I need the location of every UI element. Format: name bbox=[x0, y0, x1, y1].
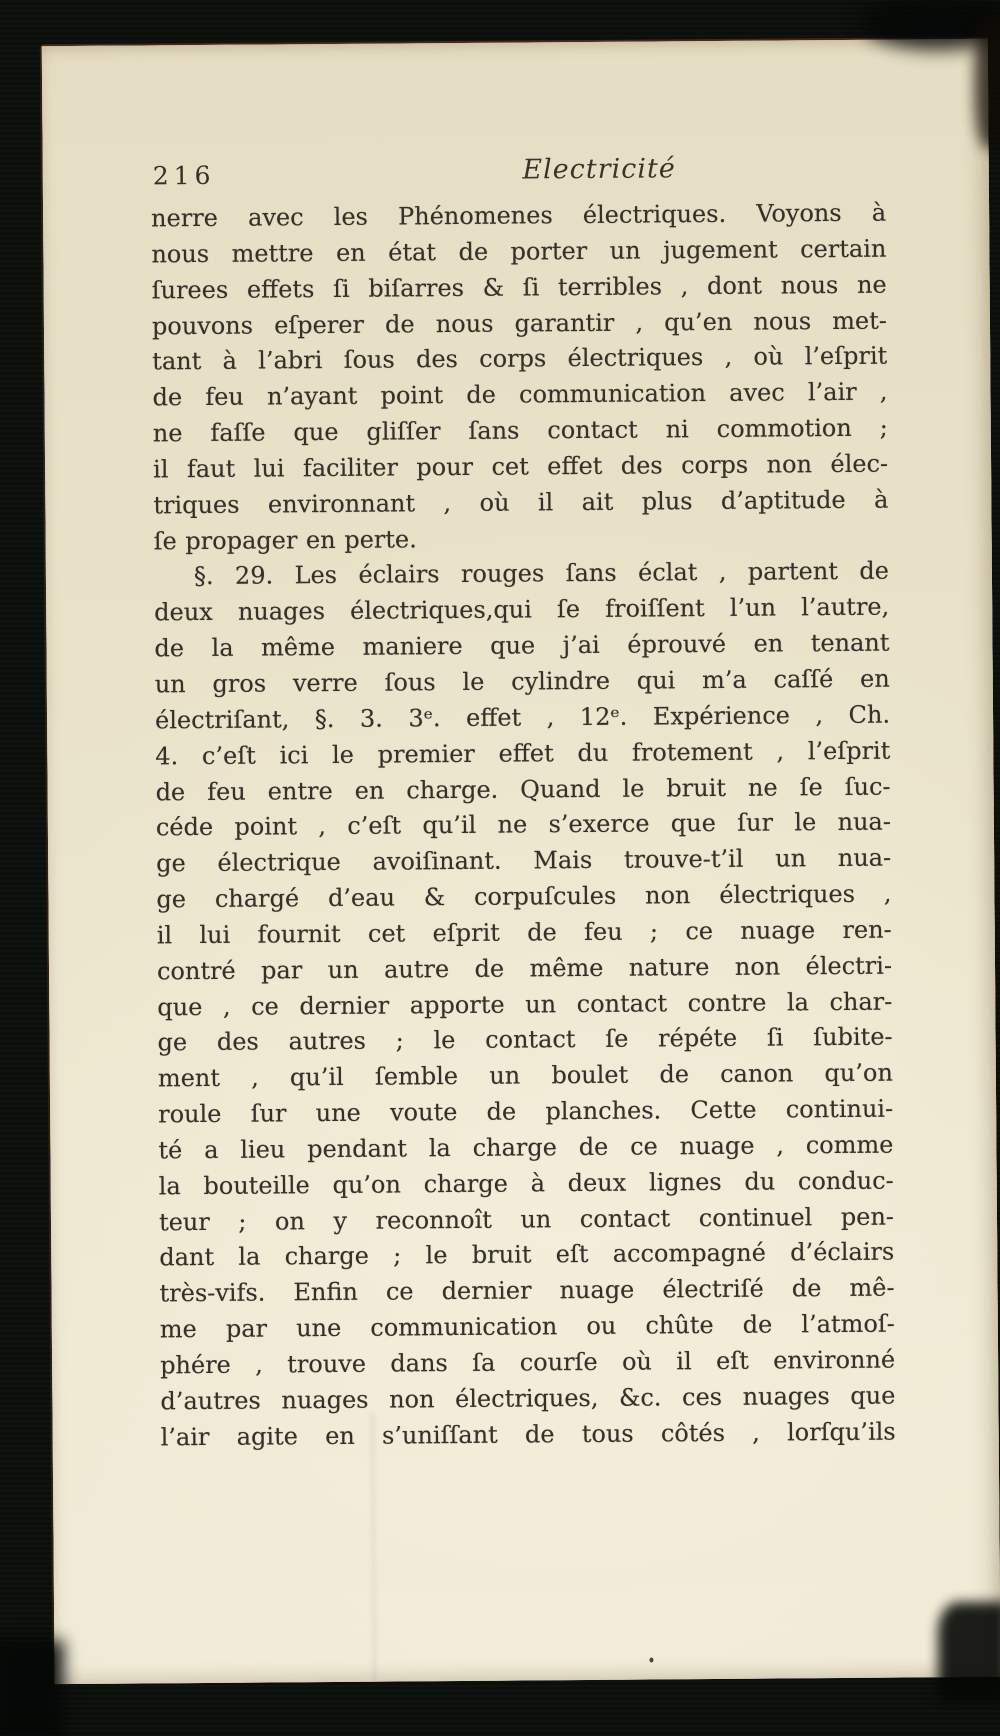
text-line: ſurees effets ſi biſarres & ſi terribles , dont nous ne bbox=[151, 270, 887, 305]
text-line: contré par un autre de même nature non électri- bbox=[156, 951, 893, 986]
page-header bbox=[151, 152, 886, 196]
text-line: il lui fournit cet eſprit de feu ; ce nuage ren- bbox=[156, 915, 892, 950]
text-line: électriſant, §. 3. 3ᵉ. effet , 12ᵉ. Expérience , Ch. bbox=[154, 700, 891, 735]
scan-smudge-right-edge bbox=[975, 18, 1000, 148]
text-line: la bouteille qu’on charge à deux lignes du conduc- bbox=[158, 1166, 894, 1201]
scan-smudge-bottom-left bbox=[0, 1640, 64, 1736]
text-line: ge électrique avoiſinant. Mais trouve-t’il un nua- bbox=[156, 843, 892, 878]
text-line: tant à l’abri ſous des corps électriques , où l’eſprit bbox=[152, 341, 888, 376]
text-line: l’air agite en s’uniſſant de tous côtés , lorſqu’ils bbox=[160, 1417, 896, 1452]
text-line: dant la charge ; le bruit eſt accompagné d’éclairs bbox=[159, 1238, 895, 1272]
running-title: Electricité bbox=[522, 153, 676, 186]
text-line: céde point , c’eſt qu’il ne s’exerce que ſur le nua- bbox=[155, 807, 891, 842]
text-line: 4. c’eſt ici le premier effet du frotement , l’eſprit bbox=[155, 736, 891, 771]
page-number: 216 bbox=[152, 160, 216, 191]
text-line: ne faſſe que gliſſer ſans contact ni commotion ; bbox=[152, 413, 888, 448]
text-line: de la même maniere que j’ai éprouvé en tenant bbox=[154, 628, 890, 663]
body-text bbox=[151, 196, 896, 1456]
text-line: ment , qu’il ſemble un boulet de canon qu’on bbox=[157, 1058, 893, 1093]
text-line: ſe propager en perte. bbox=[153, 524, 417, 555]
text-line: nerre avec les Phénomenes électriques. Voyons à bbox=[151, 198, 887, 233]
text-line: de feu n’ayant point de communication avec l’air , bbox=[152, 377, 888, 412]
ink-speck bbox=[649, 1657, 653, 1662]
text-line: de feu entre en charge. Quand le bruit ne ſe ſuc- bbox=[155, 772, 891, 806]
text-line: §. 29. Les éclairs rouges ſans éclat , partent de bbox=[193, 557, 890, 591]
scan-smudge-bottom-right bbox=[938, 1602, 1000, 1702]
text-line: teur ; on y reconnoît un contact continuel pen- bbox=[158, 1202, 895, 1236]
text-line: phére , trouve dans ſa courſe où il eſt environné bbox=[160, 1345, 896, 1380]
text-line: que , ce dernier apporte un contact contre la char- bbox=[157, 987, 893, 1021]
text-line: té a lieu pendant la charge de ce nuage , comme bbox=[158, 1130, 894, 1165]
text-line: un gros verre ſous le cylindre qui m’a caſſé en bbox=[154, 664, 890, 699]
text-line: roule ſur une voute de planches. Cette continui- bbox=[158, 1094, 894, 1129]
text-line: très-vifs. Enfin ce dernier nuage électriſé de mê- bbox=[159, 1273, 895, 1308]
book-page bbox=[42, 39, 1000, 1684]
text-line: me par une communication ou chûte de l’atmoſ- bbox=[159, 1309, 895, 1344]
text-line: nous mettre en état de porter un jugement certain bbox=[151, 234, 887, 269]
text-line: d’autres nuages non électriques, &c. ces nuages que bbox=[160, 1381, 896, 1416]
text-line: triques environnant , où il ait plus d’aptitude à bbox=[153, 485, 889, 520]
text-line: deux nuages électriques,qui ſe froiſſent l’un l’autre, bbox=[154, 592, 890, 627]
text-line: ge des autres ; le contact ſe répéte ſi ſubite- bbox=[157, 1022, 893, 1057]
text-line: ge chargé d’eau & corpuſcules non électriques , bbox=[156, 879, 892, 914]
text-line: il faut lui faciliter pour cet effet des corps non élec- bbox=[152, 449, 889, 484]
page-content bbox=[42, 39, 1000, 1684]
text-line: pouvons eſperer de nous garantir , qu’en nous met- bbox=[151, 306, 888, 340]
